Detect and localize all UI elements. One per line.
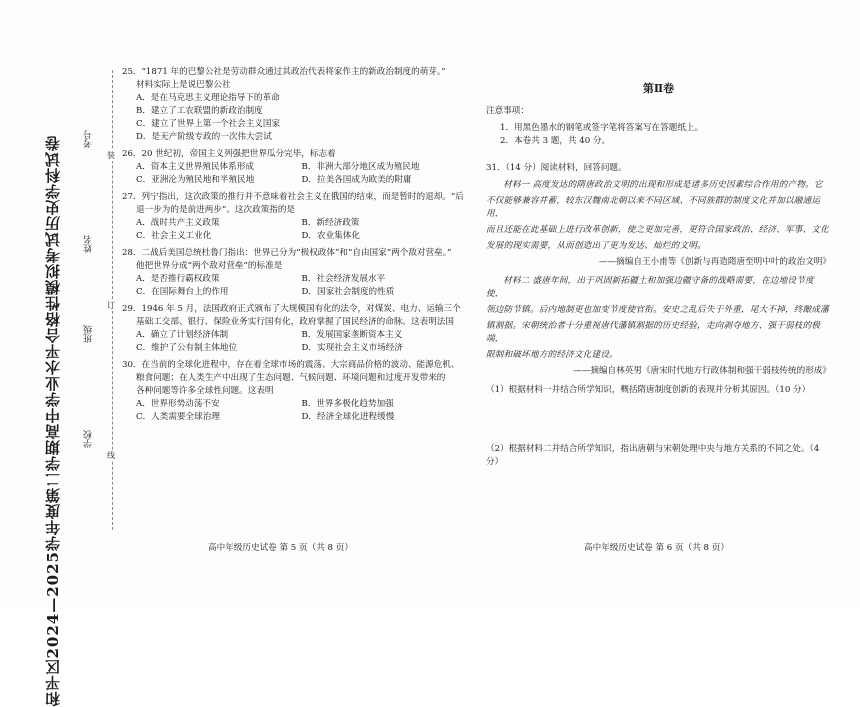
- option-c: C．亚洲沦为殖民地和半殖民地: [136, 175, 255, 185]
- options-list: [122, 329, 467, 355]
- question-stem: 26．20 世纪初，帝国主义列强把世界瓜分完毕，标志着: [122, 149, 336, 159]
- material-one-line: 而且还能在此基础上进行改革创新，使之更加完善，更符合国家政治、经济、军事、文化: [486, 225, 829, 235]
- question-stem: 退一步为的是前进两步”。这次政策指的是: [136, 205, 296, 215]
- sub-question-2-cont: 分）: [486, 457, 504, 467]
- question-stem: 29．1946 年 5 月，法国政府正式颁布了大规模国有化的法令，对煤炭、电力、运输三个: [122, 304, 461, 314]
- question-stem: 25．“1871 年的巴黎公社是劳动群众通过其政治代表将家作主的新政治制度的萌芽。”: [122, 67, 446, 77]
- exam-number-field-label: 考号: [84, 130, 94, 148]
- option-b: B．社会经济发展水平: [301, 274, 386, 284]
- options-list: [122, 217, 467, 243]
- option-a: A．战时共产主义政策: [136, 218, 220, 228]
- page-footer-left: 高中年级历史试卷 第 5 页（共 8 页）: [208, 543, 353, 553]
- option-b: B．新经济政策: [301, 218, 360, 228]
- option-c: C．建立了世界上第一个社会主义国家: [136, 119, 281, 129]
- question-26: [122, 148, 467, 187]
- option-a: A．是否推行霸权政策: [136, 274, 220, 284]
- material-one-line: 材料一 高度发达的隋唐政治文明的出现和形成是诸多历史因素综合作用的产物。它: [503, 180, 823, 190]
- material-two-line: 材料二 盛唐年间，出于巩固新拓疆土和加强边疆守备的战略需要，在边地设节度使，: [486, 276, 814, 299]
- question-31-stem: 31．（14 分）阅读材料，回答问题。: [486, 163, 627, 173]
- options-list: [122, 92, 467, 144]
- sub-question-2: （2）根据材料二并结合所学知识，指出唐朝与宋朝处理中央与地方关系的不同之处。（4: [486, 444, 820, 454]
- material-two-line: 镇割据。宋朝统治者十分重视唐代藩镇割据的历史经验，走向剥夺地方、强干弱枝的极端，: [486, 321, 821, 344]
- material-one-line: 不仅能够兼容并蓄，较东汉魏南北朝以来不同区域、不同族群的制度文化并加以融通运用，: [486, 196, 821, 219]
- option-d: D．实现社会主义市场经济: [301, 343, 403, 353]
- material-one-source: ——摘编自王小甫等《创新与再造隋唐至明中叶的政治文明》: [598, 257, 831, 267]
- binding-mark: 装: [107, 151, 115, 160]
- notice-heading: 注意事项：: [486, 106, 529, 116]
- option-b: B．建立了工农联盟的新政治制度: [136, 106, 263, 116]
- name-field-label: 姓名: [84, 235, 94, 253]
- options-list: [122, 398, 467, 424]
- exam-title-vertical: 和平区2024—2025学年度第二学期高中学业水平合格性模拟考试历史学科试卷: [44, 135, 62, 707]
- notice-item: 2．本卷共 3 题，共 40 分。: [500, 136, 611, 146]
- question-stem: 各种问题等许多全球性问题。这表明: [136, 386, 274, 396]
- binding-mark: 线: [107, 451, 115, 460]
- options-list: [122, 161, 467, 187]
- binding-mark: 订: [107, 301, 115, 310]
- option-a: A．世界形势动荡不安: [136, 399, 220, 409]
- option-d: D．国家社会制度的性质: [301, 287, 395, 297]
- question-25: [122, 66, 467, 144]
- option-c: C．社会主义工业化: [136, 231, 212, 241]
- section-title: 第Ⅱ卷: [642, 82, 675, 95]
- left-page-questions: [122, 66, 467, 428]
- question-stem: 基础工交部、银行、保险业务实行国有化，政府掌握了国民经济的命脉。这表明法国: [136, 317, 454, 327]
- material-two-source: ——摘编自林英男《唐宋时代地方行政体制和强干弱枝传统的形成》: [573, 366, 831, 376]
- school-field-label: 学校: [84, 430, 94, 448]
- material-one-line: 发展的现实需要，从而创造出了更为发达、灿烂的文明。: [486, 241, 706, 251]
- option-b: B．世界多极化趋势加强: [301, 399, 394, 409]
- option-d: D．经济全球化进程缓慢: [301, 412, 395, 422]
- notice-item: 1．用黑色墨水的钢笔或签字笔将答案写在答题纸上。: [500, 123, 704, 133]
- class-field-label: 班级: [84, 325, 94, 343]
- sub-question-1: （1）根据材料一并结合所学知识，概括隋唐制度创新的表现并分析其原因。（10 分）: [486, 385, 811, 395]
- option-c: C．在国际舞台上的作用: [136, 287, 229, 297]
- question-28: [122, 247, 467, 299]
- question-stem: 30．在当前的全球化进程中，存在着全球市场的震荡、大宗商品价格的波动、能源危机、: [122, 360, 460, 370]
- option-a: A．资本主义世界殖民体系形成: [136, 162, 254, 172]
- option-a: A．是在马克思主义理论指导下的革命: [136, 93, 280, 103]
- question-stem: 27．列宁指出，这次政策的推行并不意味着社会主义在俄国的结束，而是暂时的退却。“后: [122, 192, 464, 202]
- option-b: B．发展国家垄断资本主义: [301, 330, 403, 340]
- question-27: [122, 191, 467, 243]
- option-c: C．维护了公有制主体地位: [136, 343, 238, 353]
- option-c: C．人类需要全球治理: [136, 412, 220, 422]
- options-list: [122, 273, 467, 299]
- page-footer-right: 高中年级历史试卷 第 6 页（共 8 页）: [584, 543, 729, 553]
- question-stem: 材料实际上是说巴黎公社: [136, 80, 231, 90]
- right-page-part-two: [486, 82, 831, 469]
- binding-margin: [36, 60, 94, 707]
- question-30: [122, 359, 467, 424]
- question-stem: 28．二战后美国总统杜鲁门指出：世界已分为“极权政体”和“自由国家”两个敌对营垒。”: [122, 248, 452, 258]
- question-stem: 他把世界分成“两个敌对营垒”的标准是: [136, 261, 283, 271]
- option-d: D．农业集体化: [301, 231, 360, 241]
- material-two-line: 领边防节镇。后内地制更也加变节度使官衔。安史之乱后失于外重，尾大不掉，终酿成藩: [486, 305, 829, 315]
- question-29: [122, 303, 467, 355]
- material-two-line: 限制和破坏地方的经济文化建设。: [486, 350, 618, 360]
- option-a: A．确立了计划经济体制: [136, 330, 229, 340]
- option-d: D．是无产阶级专政的一次伟大尝试: [136, 132, 272, 142]
- question-stem: 粮食问题；在人类生产中出现了生态问题、气候问题、环境问题和过度开发带来的: [136, 373, 446, 383]
- option-b: B．非洲大部分地区成为殖民地: [301, 162, 420, 172]
- option-d: D．拉美各国成为欧美的附庸: [301, 175, 412, 185]
